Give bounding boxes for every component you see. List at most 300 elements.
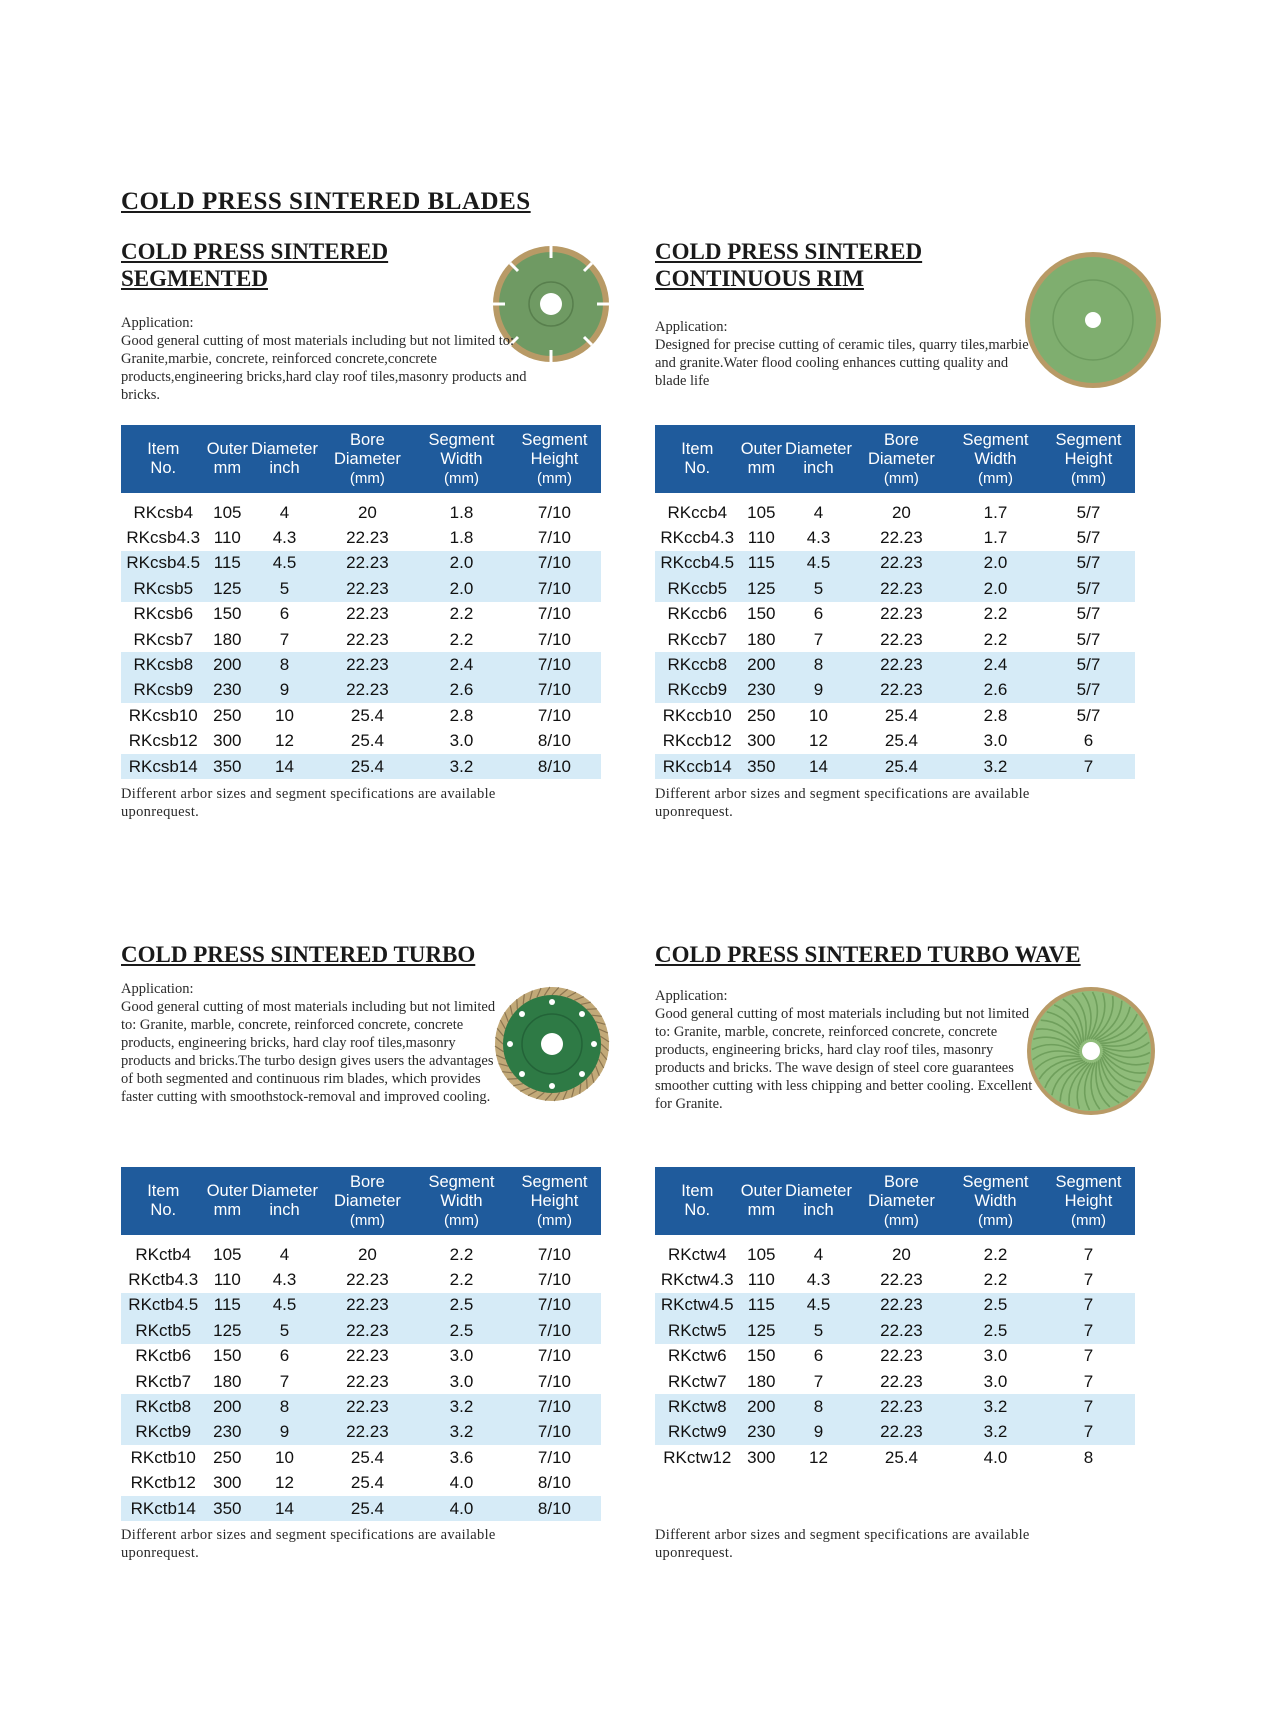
table-cell: 25.4	[854, 754, 949, 779]
table-row	[121, 652, 601, 677]
continuous-rim-blade-icon	[1023, 250, 1163, 390]
column-header-line: Diameter	[251, 440, 318, 458]
section-segmented	[121, 238, 601, 838]
column-header	[949, 425, 1042, 493]
application-label: Application:	[655, 988, 728, 1004]
table-cell: 3.0	[983, 731, 1008, 751]
table-cell: 22.23	[346, 629, 389, 649]
table-cell: 2.8	[449, 705, 474, 725]
table-cell: 8	[249, 1394, 320, 1419]
table-cell: 22.23	[854, 678, 949, 703]
table-cell: 7/10	[537, 502, 572, 522]
table-cell: 25.4	[320, 754, 415, 779]
table-cell: 5	[783, 576, 854, 601]
table-cell: 22.23	[854, 1318, 949, 1343]
table-cell: 4.5	[783, 1293, 854, 1318]
column-header	[121, 425, 206, 493]
table-cell: 2.2	[983, 1270, 1008, 1290]
column-header-line: Diameter	[251, 1182, 318, 1200]
table-cell: 2.4	[949, 652, 1042, 677]
table-cell: RKctb9	[121, 1420, 206, 1445]
table-cell: 200	[206, 652, 250, 677]
table-cell: 300	[213, 1473, 242, 1493]
table-cell: 22.23	[320, 576, 415, 601]
column-header	[740, 425, 784, 493]
application-text: Good general cutting of most materials including but not limited to: Granite, marble, concrete, reinforced concrete, concrete products, engineering bricks, hard clay roof tiles,masonry products and bricks.The turbo design gives users the advantages of both segmented and continuous rim blades, which provides faster cutting with smoothstock-removal and improved cooling.	[121, 999, 496, 1105]
column-header-line: (mm)	[536, 469, 572, 487]
column-header	[508, 425, 601, 493]
table-cell: 12	[809, 731, 828, 751]
turbo-wave-blade-icon	[1025, 985, 1157, 1117]
table-cell: 105	[213, 1244, 242, 1264]
column-header-line: (mm)	[883, 469, 919, 487]
column-header-line: Segment	[962, 1172, 1029, 1191]
column-header-line: Diameter	[333, 449, 401, 468]
section-title-line: SEGMENTED	[121, 266, 268, 291]
table-row	[121, 627, 601, 652]
table-cell: 3.2	[415, 754, 508, 779]
section-title-line: COLD PRESS SINTERED TURBO	[121, 942, 476, 967]
table-cell: 10	[275, 1447, 294, 1467]
table-cell: 5/7	[1042, 551, 1135, 576]
table-cell: 7/10	[537, 1346, 572, 1366]
column-header	[854, 1167, 949, 1235]
table-cell: RKctw6	[667, 1346, 727, 1366]
table-cell: 7	[813, 629, 824, 649]
column-header-line: mm	[213, 459, 242, 477]
application-label: Application:	[121, 315, 194, 331]
table-row	[121, 1267, 601, 1292]
table-cell: 200	[740, 652, 784, 677]
table-cell: 3.2	[949, 754, 1042, 779]
column-header	[206, 425, 250, 493]
table-row	[655, 576, 1135, 601]
table-cell: RKctb4.3	[128, 1270, 199, 1290]
column-header-line: Segment	[428, 430, 495, 449]
table-cell: 22.23	[854, 576, 949, 601]
table-row	[121, 703, 601, 728]
table-cell: 3.0	[983, 1346, 1008, 1366]
table-cell: 2.2	[449, 1270, 474, 1290]
column-header-line: Segment	[1055, 1172, 1122, 1191]
table-row	[121, 1344, 601, 1369]
table-cell: 230	[740, 678, 784, 703]
table-cell: 350	[206, 1496, 250, 1521]
column-header	[655, 425, 740, 493]
table-cell: 22.23	[854, 1394, 949, 1419]
table-cell: 7/10	[537, 629, 572, 649]
table-row	[121, 551, 601, 576]
column-header-line: Outer	[206, 1182, 248, 1200]
table-row	[121, 1318, 601, 1343]
table-cell: 25.4	[350, 731, 384, 751]
table-cell: RKctw9	[655, 1420, 740, 1445]
table-cell: RKctb8	[121, 1394, 206, 1419]
table-row	[655, 1318, 1135, 1343]
table-cell: 8	[249, 652, 320, 677]
table-cell: 4.3	[806, 1270, 831, 1290]
table-cell: 7	[1083, 1346, 1094, 1366]
column-header-line: Segment	[1055, 430, 1122, 449]
section-title-line: COLD PRESS SINTERED	[655, 239, 923, 264]
table-cell: 125	[206, 1318, 250, 1343]
column-header-line: (mm)	[977, 469, 1013, 487]
column-header-line: Outer	[740, 1182, 782, 1200]
column-header-line: Height	[530, 449, 579, 468]
table-cell: 22.23	[854, 652, 949, 677]
table-cell: 7	[1083, 1270, 1094, 1290]
table-note: Different arbor sizes and segment specifications are available uponrequest.	[655, 1527, 1030, 1561]
table-cell: 125	[206, 576, 250, 601]
column-header-line: (mm)	[443, 1211, 479, 1229]
table-cell: 2.0	[415, 576, 508, 601]
table-header-row	[655, 425, 1135, 493]
table-cell: 7/10	[508, 1293, 601, 1318]
table-cell: 5/7	[1076, 528, 1101, 548]
table-cell: 4.0	[449, 1473, 474, 1493]
table-note: Different arbor sizes and segment specifications are available uponrequest.	[121, 1527, 496, 1561]
table-cell: 4	[279, 502, 290, 522]
table-cell: 22.23	[880, 604, 923, 624]
table-cell: 2.5	[949, 1293, 1042, 1318]
column-header	[783, 1167, 854, 1235]
column-header-line: mm	[747, 1201, 776, 1219]
table-cell: RKcsb10	[128, 705, 198, 725]
table-cell: 5/7	[1042, 576, 1135, 601]
table-cell: RKccb7	[667, 629, 728, 649]
table-cell: 25.4	[884, 1447, 918, 1467]
table-cell: 25.4	[350, 705, 384, 725]
table-cell: 3.0	[449, 1371, 474, 1391]
column-header	[206, 1167, 250, 1235]
table-cell: 180	[213, 629, 242, 649]
table-row	[655, 602, 1135, 627]
spec-table	[121, 425, 601, 779]
table-cell: 180	[747, 629, 776, 649]
column-header-line: inch	[269, 1201, 300, 1219]
table-cell: 3.2	[415, 1394, 508, 1419]
table-cell: 12	[809, 1447, 828, 1467]
table-row	[655, 754, 1135, 779]
column-header-line: Bore	[883, 1172, 919, 1191]
table-cell: 14	[783, 754, 854, 779]
column-header-line: Item	[147, 440, 180, 458]
table-cell: 22.23	[854, 551, 949, 576]
table-cell: 2.5	[415, 1293, 508, 1318]
table-row	[121, 1420, 601, 1445]
table-cell: 3.2	[949, 1420, 1042, 1445]
table-cell: 22.23	[880, 629, 923, 649]
spec-table	[655, 1167, 1135, 1471]
table-row	[121, 678, 601, 703]
table-cell: 200	[740, 1394, 784, 1419]
table-cell: 7/10	[508, 576, 601, 601]
table-row	[121, 754, 601, 779]
table-cell: RKccb8	[655, 652, 740, 677]
table-cell: 7/10	[537, 604, 572, 624]
table-cell: 7	[1083, 1371, 1094, 1391]
table-cell: 25.4	[350, 1447, 384, 1467]
column-header-line: (mm)	[883, 1211, 919, 1229]
column-header-line: inch	[803, 1201, 834, 1219]
table-header-row	[655, 1167, 1135, 1235]
column-header-line: Segment	[521, 1172, 588, 1191]
table-cell: 180	[213, 1371, 242, 1391]
table-cell: 5	[249, 1318, 320, 1343]
column-header-line: Width	[974, 1191, 1017, 1210]
table-cell: 22.23	[346, 528, 389, 548]
table-cell: 22.23	[320, 1293, 415, 1318]
table-cell: 12	[275, 1473, 294, 1493]
table-cell: 7/10	[537, 1244, 572, 1264]
table-cell: 230	[206, 1420, 250, 1445]
column-header-line: Segment	[521, 430, 588, 449]
table-cell: RKcsb9	[121, 678, 206, 703]
column-header	[740, 1167, 784, 1235]
table-cell: 2.2	[983, 604, 1008, 624]
table-cell: 2.6	[949, 678, 1042, 703]
table-cell: 7	[1042, 1293, 1135, 1318]
table-row	[121, 729, 601, 754]
table-cell: RKctw4.3	[660, 1270, 734, 1290]
table-cell: 22.23	[346, 604, 389, 624]
table-cell: 4.5	[249, 551, 320, 576]
table-cell: 9	[249, 1420, 320, 1445]
column-header-line: (mm)	[1070, 469, 1106, 487]
table-cell: 22.23	[346, 1371, 389, 1391]
table-cell: 4.3	[806, 528, 831, 548]
column-header	[655, 1167, 740, 1235]
table-row	[655, 678, 1135, 703]
column-header	[121, 1167, 206, 1235]
table-cell: 4.3	[272, 528, 297, 548]
table-cell: 22.23	[880, 528, 923, 548]
table-cell: 125	[740, 1318, 784, 1343]
spec-table	[655, 425, 1135, 779]
table-cell: 7/10	[508, 1318, 601, 1343]
table-cell: 6	[1083, 731, 1094, 751]
table-cell: 7/10	[508, 551, 601, 576]
table-cell: 20	[891, 1244, 911, 1264]
table-row	[121, 1496, 601, 1521]
column-header-line: (mm)	[349, 469, 385, 487]
column-header	[415, 1167, 508, 1235]
table-cell: RKccb10	[662, 705, 732, 725]
column-header	[508, 1167, 601, 1235]
table-row	[655, 729, 1135, 754]
table-cell: 2.0	[415, 551, 508, 576]
table-cell: 2.0	[949, 576, 1042, 601]
table-cell: 7	[1042, 1394, 1135, 1419]
table-cell: 5/7	[1076, 705, 1101, 725]
table-cell: 22.23	[854, 1293, 949, 1318]
column-header-line: inch	[269, 459, 300, 477]
table-cell: RKccb5	[655, 576, 740, 601]
column-header-line: Height	[1064, 449, 1113, 468]
table-cell: 9	[783, 678, 854, 703]
table-cell: 8/10	[508, 1496, 601, 1521]
table-cell: 6	[813, 604, 824, 624]
table-row	[655, 1267, 1135, 1292]
table-cell: 2.5	[949, 1318, 1042, 1343]
table-cell: 8/10	[537, 731, 572, 751]
table-cell: 3.0	[983, 1371, 1008, 1391]
column-header-line: Item	[147, 1182, 180, 1200]
table-cell: 9	[783, 1420, 854, 1445]
table-cell: 22.23	[320, 1420, 415, 1445]
table-row	[121, 576, 601, 601]
table-cell: 105	[747, 1244, 776, 1264]
table-cell: 3.0	[449, 1346, 474, 1366]
table-cell: RKctw4	[667, 1244, 727, 1264]
column-header-line: Width	[974, 449, 1017, 468]
table-cell: 3.0	[449, 731, 474, 751]
table-cell: 2.2	[449, 629, 474, 649]
table-cell: RKcsb4.5	[121, 551, 206, 576]
table-cell: 20	[891, 502, 911, 522]
section-title	[121, 941, 601, 968]
table-cell: 110	[213, 528, 241, 548]
table-cell: 7	[813, 1371, 824, 1391]
column-header-line: Diameter	[333, 1191, 401, 1210]
table-cell: 14	[249, 754, 320, 779]
column-header-line: Outer	[206, 440, 248, 458]
table-cell: 5	[783, 1318, 854, 1343]
section-turbo-wave	[655, 941, 1135, 1581]
table-row	[655, 551, 1135, 576]
table-cell: 22.23	[320, 1318, 415, 1343]
section-turbo	[121, 941, 601, 1581]
table-cell: 7	[279, 1371, 290, 1391]
table-cell: 150	[213, 604, 242, 624]
table-cell: 7/10	[508, 652, 601, 677]
column-header-line: Bore	[349, 430, 385, 449]
column-header-line: Diameter	[785, 1182, 852, 1200]
table-cell: 22.23	[320, 1394, 415, 1419]
table-cell: 300	[747, 731, 776, 751]
table-cell: 22.23	[346, 1270, 389, 1290]
section-title	[655, 941, 1135, 968]
table-cell: 3.2	[415, 1420, 508, 1445]
table-cell: 2.2	[983, 629, 1008, 649]
table-cell: 25.4	[320, 1496, 415, 1521]
table-cell: RKctw7	[667, 1371, 727, 1391]
application-text: Good general cutting of most materials including but not limited to: Granite,marbie, concrete, reinforced concrete,concrete products,engineering bricks,hard clay roof tiles,masonry products and bricks.	[121, 333, 527, 403]
column-header-line: (mm)	[536, 1211, 572, 1229]
table-row	[655, 652, 1135, 677]
table-cell: RKctb7	[135, 1371, 192, 1391]
table-row	[655, 1344, 1135, 1369]
table-cell: 2.2	[983, 1244, 1008, 1264]
table-cell: 300	[747, 1447, 776, 1467]
table-cell: 110	[747, 1270, 775, 1290]
page-title: COLD PRESS SINTERED BLADES	[121, 188, 531, 215]
table-cell: RKctw12	[663, 1447, 732, 1467]
table-cell: RKccb4.3	[660, 528, 735, 548]
table-cell: 2.2	[449, 604, 474, 624]
table-row	[655, 500, 1135, 525]
table-row	[655, 627, 1135, 652]
table-cell: 115	[740, 551, 784, 576]
table-row	[121, 1471, 601, 1496]
table-cell: RKcsb6	[133, 604, 194, 624]
table-header-row	[121, 1167, 601, 1235]
table-cell: 7/10	[537, 1270, 572, 1290]
table-row	[655, 1293, 1135, 1318]
table-cell: 7/10	[508, 678, 601, 703]
table-cell: 1.7	[983, 528, 1008, 548]
table-cell: 7	[279, 629, 290, 649]
table-cell: 4.0	[983, 1447, 1008, 1467]
column-header-line: inch	[803, 459, 834, 477]
column-header	[949, 1167, 1042, 1235]
table-cell: 8	[783, 1394, 854, 1419]
table-cell: RKccb9	[655, 678, 740, 703]
table-cell: RKctw8	[655, 1394, 740, 1419]
application-text: Designed for precise cutting of ceramic tiles, quarry tiles,marbie and granite.Water flood cooling enhances cutting quality and blade life	[655, 337, 1029, 389]
table-cell: 350	[206, 754, 250, 779]
table-cell: RKctb10	[130, 1447, 196, 1467]
column-header-line: Height	[1064, 1191, 1113, 1210]
table-cell: RKctw4.5	[655, 1293, 740, 1318]
column-header-line: Segment	[428, 1172, 495, 1191]
table-cell: 200	[206, 1394, 250, 1419]
table-cell: 250	[213, 1447, 242, 1467]
table-cell: 20	[357, 1244, 377, 1264]
table-header-row	[121, 425, 601, 493]
table-cell: 1.7	[983, 502, 1008, 522]
table-cell: 4.5	[783, 551, 854, 576]
table-cell: RKctb4	[135, 1244, 192, 1264]
table-row	[655, 525, 1135, 550]
table-cell: 6	[813, 1346, 824, 1366]
table-cell: 110	[747, 528, 775, 548]
section-title-line: CONTINUOUS RIM	[655, 266, 864, 291]
table-cell: RKcsb4.3	[126, 528, 201, 548]
table-cell: RKcsb14	[121, 754, 206, 779]
table-cell: 105	[213, 502, 242, 522]
table-row	[655, 1445, 1135, 1470]
table-row	[121, 1369, 601, 1394]
table-row	[655, 1394, 1135, 1419]
table-cell: 8/10	[508, 754, 601, 779]
table-cell: 25.4	[884, 705, 918, 725]
table-cell: RKctb4.5	[121, 1293, 206, 1318]
table-cell: 12	[275, 731, 294, 751]
column-header-line: No.	[150, 459, 177, 477]
table-cell: 2.2	[449, 1244, 474, 1264]
table-cell: 7/10	[508, 1420, 601, 1445]
table-cell: 230	[740, 1420, 784, 1445]
section-continuous-rim	[655, 238, 1135, 838]
table-cell: RKccb6	[667, 604, 728, 624]
column-header	[854, 425, 949, 493]
table-cell: 115	[206, 1293, 250, 1318]
table-cell: 25.4	[884, 731, 918, 751]
table-cell: 7/10	[508, 1394, 601, 1419]
table-cell: 8/10	[537, 1473, 572, 1493]
table-cell: 22.23	[880, 1270, 923, 1290]
column-header-line: Bore	[349, 1172, 385, 1191]
column-header	[415, 425, 508, 493]
table-cell: RKctw5	[655, 1318, 740, 1343]
table-row	[121, 602, 601, 627]
table-cell: 22.23	[320, 551, 415, 576]
column-header	[1042, 425, 1135, 493]
table-cell: RKccb14	[655, 754, 740, 779]
table-cell: RKcsb7	[133, 629, 194, 649]
spec-table	[121, 1167, 601, 1521]
